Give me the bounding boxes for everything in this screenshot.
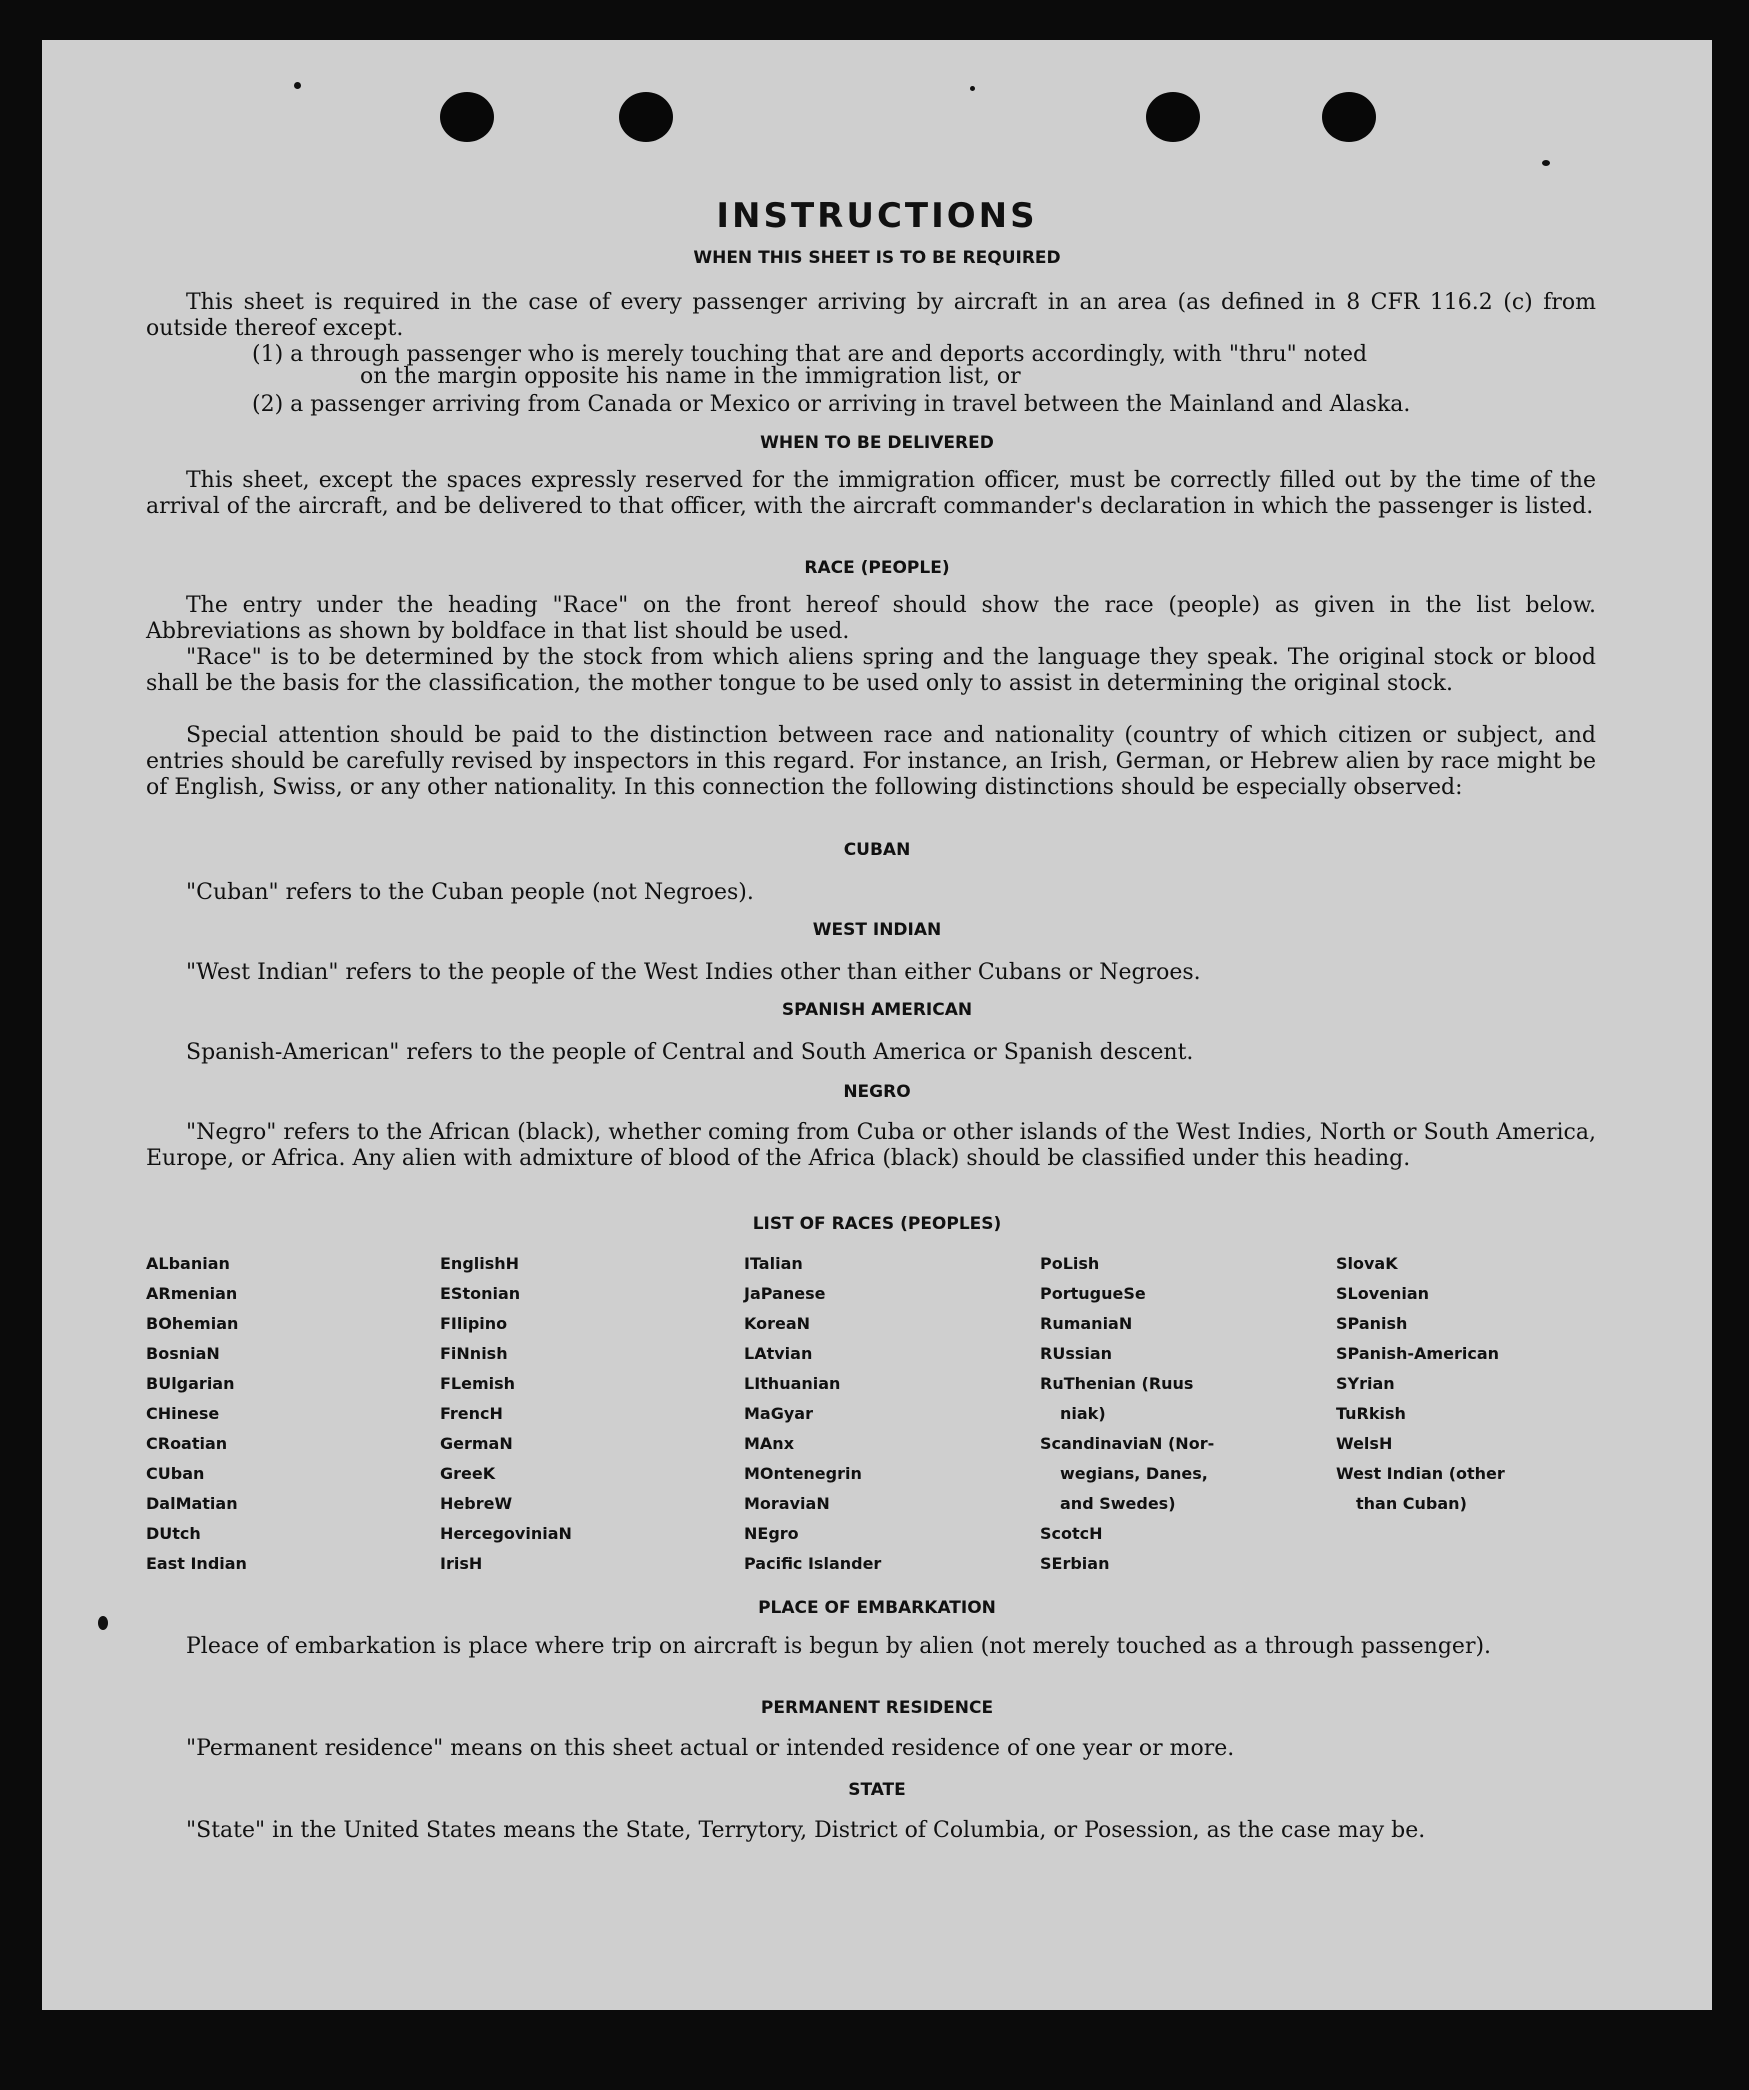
- race-item: LIthuanian: [744, 1374, 841, 1393]
- race-item: MaGyar: [744, 1404, 813, 1423]
- para-race-1: The entry under the heading "Race" on the front hereof should show the race (people) as given in the list below. Abbreviations as shown by boldface in that list should be used.: [146, 593, 1596, 644]
- race-item: FrencH: [440, 1404, 503, 1423]
- race-item: MAnx: [744, 1434, 795, 1453]
- page-title: INSTRUCTIONS: [716, 196, 1038, 236]
- speck: [970, 86, 975, 91]
- punch-hole: [619, 92, 673, 142]
- race-item: SPanish: [1336, 1314, 1408, 1333]
- para-race-2: "Race" is to be determined by the stock from which aliens spring and the language they speak. The original stock or blood shall be the basis for the classification, the mother tongue to be used only to assist in determining the original stock.: [146, 645, 1596, 696]
- required-item-1-line-1: (1) a through passenger who is merely touching that are and deports accordingly, with "thru" noted: [252, 342, 1368, 367]
- heading-negro: NEGRO: [843, 1082, 911, 1102]
- race-item: FIlipino: [440, 1314, 508, 1333]
- para-west-indian: "West Indian" refers to the people of the West Indies other than either Cubans or Negroes.: [186, 960, 1201, 985]
- race-item: CHinese: [146, 1404, 220, 1423]
- race-item: CRoatian: [146, 1434, 228, 1453]
- race-item: RumaniaN: [1040, 1314, 1133, 1333]
- race-item: WelsH: [1336, 1434, 1393, 1453]
- race-item: GreeK: [440, 1464, 496, 1483]
- punch-hole: [440, 92, 494, 142]
- race-item: TuRkish: [1336, 1404, 1406, 1423]
- race-item: and Swedes): [1060, 1494, 1176, 1513]
- race-item: West Indian (other: [1336, 1464, 1505, 1483]
- race-item: wegians, Danes,: [1060, 1464, 1208, 1483]
- race-item: HercegoviniaN: [440, 1524, 572, 1543]
- heading-race: RACE (PEOPLE): [804, 558, 950, 578]
- race-item: than Cuban): [1356, 1494, 1467, 1513]
- para-race-3: Special attention should be paid to the distinction between race and nationality (country of which citizen or subject, and entries should be carefully revised by inspectors in this regard. For instance, an Irish, German, or Hebrew alien by race might be of English, Swiss, or any other nationality. In this connection the following distinctions should be especially observed:: [146, 723, 1596, 800]
- race-item: RuThenian (Ruus: [1040, 1374, 1194, 1393]
- race-item: MoraviaN: [744, 1494, 830, 1513]
- race-item: CUban: [146, 1464, 205, 1483]
- race-item: LAtvian: [744, 1344, 813, 1363]
- heading-state: STATE: [848, 1780, 906, 1800]
- race-item: MOntenegrin: [744, 1464, 862, 1483]
- document-page: [42, 40, 1712, 2010]
- race-item: Pacific Islander: [744, 1554, 882, 1573]
- para-when-required: This sheet is required in the case of every passenger arriving by aircraft in an area (as defined in 8 CFR 116.2 (c) from outside thereof except.: [146, 290, 1596, 341]
- race-item: DalMatian: [146, 1494, 238, 1513]
- para-spanish-american: Spanish-American" refers to the people of Central and South America or Spanish descent.: [186, 1040, 1194, 1065]
- race-item: SPanish-American: [1336, 1344, 1499, 1363]
- heading-permanent-residence: PERMANENT RESIDENCE: [760, 1698, 994, 1718]
- race-item: SErbian: [1040, 1554, 1110, 1573]
- speck: [294, 82, 301, 89]
- race-item: EStonian: [440, 1284, 521, 1303]
- race-item: ALbanian: [146, 1254, 230, 1273]
- race-item: ScandinaviaN (Nor-: [1040, 1434, 1215, 1453]
- race-item: SLovenian: [1336, 1284, 1430, 1303]
- race-item: BosniaN: [146, 1344, 220, 1363]
- race-item: NEgro: [744, 1524, 799, 1543]
- punch-hole: [1146, 92, 1200, 142]
- race-item: PortugueSe: [1040, 1284, 1146, 1303]
- race-item: niak): [1060, 1404, 1106, 1423]
- race-item: EnglishH: [440, 1254, 520, 1273]
- race-item: JaPanese: [744, 1284, 826, 1303]
- race-item: BUlgarian: [146, 1374, 235, 1393]
- race-item: ScotcH: [1040, 1524, 1103, 1543]
- race-item: RUssian: [1040, 1344, 1113, 1363]
- para-state: "State" in the United States means the State, Terrytory, District of Columbia, or Posession, as the case may be.: [186, 1818, 1426, 1843]
- race-item: BOhemian: [146, 1314, 239, 1333]
- race-item: HebreW: [440, 1494, 513, 1513]
- heading-list-of-races: LIST OF RACES (PEOPLES): [752, 1214, 1002, 1234]
- required-item-2: (2) a passenger arriving from Canada or Mexico or arriving in travel between the Mainland and Alaska.: [252, 392, 1411, 417]
- race-item: SlovaK: [1336, 1254, 1398, 1273]
- required-item-1-line-2: on the margin opposite his name in the immigration list, or: [360, 364, 1021, 389]
- race-item: East Indian: [146, 1554, 247, 1573]
- race-item: ITalian: [744, 1254, 803, 1273]
- heading-spanish-american: SPANISH AMERICAN: [781, 1000, 973, 1020]
- speck: [98, 1616, 108, 1630]
- race-item: SYrian: [1336, 1374, 1395, 1393]
- para-when-delivered: This sheet, except the spaces expressly reserved for the immigration officer, must be correctly filled out by the time of the arrival of the aircraft, and be delivered to that officer, with the aircraft commander's declaration in which the passenger is listed.: [146, 468, 1596, 519]
- punch-hole: [1322, 92, 1376, 142]
- heading-when-required: WHEN THIS SHEET IS TO BE REQUIRED: [693, 248, 1061, 268]
- race-item: PoLish: [1040, 1254, 1100, 1273]
- race-item: KoreaN: [744, 1314, 811, 1333]
- race-item: GermaN: [440, 1434, 513, 1453]
- speck: [1542, 160, 1550, 166]
- race-item: FiNnish: [440, 1344, 508, 1363]
- para-cuban: "Cuban" refers to the Cuban people (not Negroes).: [186, 880, 754, 905]
- para-permanent-residence: "Permanent residence" means on this sheet actual or intended residence of one year or more.: [186, 1736, 1235, 1761]
- race-item: ARmenian: [146, 1284, 238, 1303]
- race-item: FLemish: [440, 1374, 516, 1393]
- heading-west-indian: WEST INDIAN: [812, 920, 942, 940]
- heading-cuban: CUBAN: [843, 840, 911, 860]
- race-item: DUtch: [146, 1524, 201, 1543]
- heading-when-delivered: WHEN TO BE DELIVERED: [760, 433, 994, 453]
- heading-place-of-embarkation: PLACE OF EMBARKATION: [758, 1598, 996, 1618]
- race-item: IrisH: [440, 1554, 483, 1573]
- para-place-of-embarkation: Pleace of embarkation is place where trip on aircraft is begun by alien (not merely touched as a through passenger).: [186, 1634, 1492, 1659]
- para-negro: "Negro" refers to the African (black), whether coming from Cuba or other islands of the West Indies, North or South America, Europe, or Africa. Any alien with admixture of blood of the Africa (black) should be classified under this heading.: [146, 1120, 1596, 1171]
